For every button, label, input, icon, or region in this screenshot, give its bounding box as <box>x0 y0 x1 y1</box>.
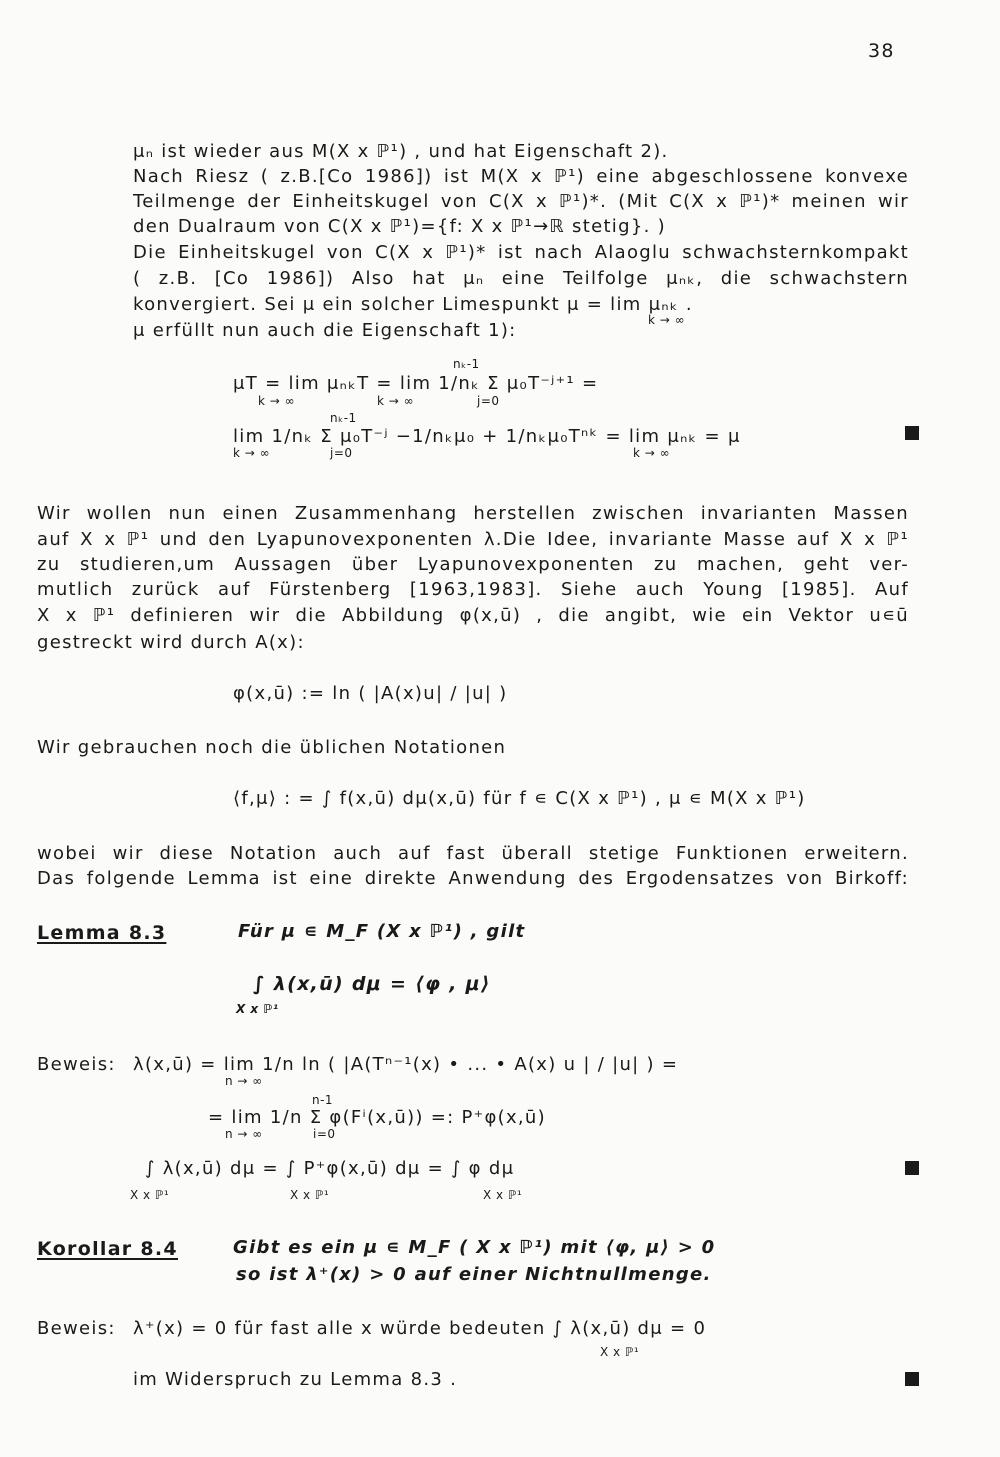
sum-lower-limit: j=0 <box>477 394 500 408</box>
text-line: Nach Riesz ( z.B.[Co 1986]) ist M(X x ℙ¹) eine abgeschlossene konvexe <box>133 166 909 187</box>
lim-subscript: k → ∞ <box>233 446 271 460</box>
text-line: Wir gebrauchen noch die üblichen Notationen <box>37 737 507 758</box>
text-line: mutlich zurück auf Fürstenberg [1963,1983]. Siehe auch Young [1985]. Auf <box>37 579 909 600</box>
proof-equation-line: = lim 1/n Σ φ(Fⁱ(x,ū)) =: P⁺φ(x,ū) <box>208 1107 546 1128</box>
korollar-statement: Gibt es ein μ ∊ M_F ( X x ℙ¹) mit ⟨φ, μ⟩ > 0 <box>233 1237 716 1258</box>
qed-square <box>905 1372 919 1386</box>
text-line: zu studieren,um Aussagen über Lyapunovexponenten zu machen, geht ver- <box>37 554 909 575</box>
text-line: Das folgende Lemma ist eine direkte Anwendung des Ergodensatzes von Birkoff: <box>37 868 909 889</box>
text-line: μ erfüllt nun auch die Eigenschaft 1): <box>133 320 517 341</box>
proof-equation-line: ∫ λ(x,ū) dμ = ∫ P⁺φ(x,ū) dμ = ∫ φ dμ <box>145 1158 515 1179</box>
text-line: Teilmenge der Einheitskugel von C(X x ℙ¹)*. (Mit C(X x ℙ¹)* meinen wir <box>133 191 909 212</box>
integral-domain: X x ℙ¹ <box>236 1002 279 1016</box>
korollar-label: Korollar 8.4 <box>37 1238 178 1260</box>
lemma-label: Lemma 8.3 <box>37 922 167 944</box>
equation-line: μT = lim μₙₖT = lim 1/nₖ Σ μ₀T⁻ʲ⁺¹ = <box>233 373 599 394</box>
lim-subscript: k → ∞ <box>258 394 296 408</box>
sum-upper-limit: nₖ-1 <box>330 411 357 425</box>
text-line: Wir wollen nun einen Zusammenhang herstellen zwischen invarianten Massen <box>37 503 909 524</box>
proof-text-line: im Widerspruch zu Lemma 8.3 . <box>133 1369 458 1390</box>
sum-upper-limit: n-1 <box>312 1093 334 1107</box>
text-line: μₙ ist wieder aus M(X x ℙ¹) , und hat Eigenschaft 2). <box>133 141 669 162</box>
qed-square <box>905 1161 919 1175</box>
integral-domain: X x ℙ¹ <box>290 1188 330 1202</box>
sum-lower-limit: i=0 <box>313 1127 336 1141</box>
lim-subscript: n → ∞ <box>225 1127 263 1141</box>
integral-domain: X x ℙ¹ <box>600 1345 640 1359</box>
text-line: Die Einheitskugel von C(X x ℙ¹)* ist nach Alaoglu schwachsternkompakt <box>133 242 909 263</box>
lim-subscript: n → ∞ <box>225 1074 263 1088</box>
proof-text-line: λ⁺(x) = 0 für fast alle x würde bedeuten ∫ λ(x,ū) dμ = 0 <box>133 1318 707 1339</box>
proof-equation-line: λ(x,ū) = lim 1/n ln ( |A(Tⁿ⁻¹(x) • ... • A(x) u | / |u| ) = <box>133 1054 679 1075</box>
equation-pairing-notation: ⟨f,μ⟩ : = ∫ f(x,ū) dμ(x,ū) für f ∊ C(X x ℙ¹) , μ ∊ M(X x ℙ¹) <box>233 788 806 809</box>
text-line: gestreckt wird durch A(x): <box>37 632 305 653</box>
text-line: wobei wir diese Notation auch auf fast überall stetige Funktionen erweitern. <box>37 843 909 864</box>
integral-domain: X x ℙ¹ <box>483 1188 523 1202</box>
text-line: X x ℙ¹ definieren wir die Abbildung φ(x,ū) , die angibt, wie ein Vektor u∊ū <box>37 605 909 626</box>
equation-phi-definition: φ(x,ū) := ln ( |A(x)u| / |u| ) <box>233 683 508 704</box>
lim-subscript: k → ∞ <box>633 446 671 460</box>
integral-domain: X x ℙ¹ <box>130 1188 170 1202</box>
proof-label: Beweis: <box>37 1054 116 1075</box>
proof-label: Beweis: <box>37 1318 116 1339</box>
page-number: 38 <box>868 40 895 62</box>
equation-line: lim 1/nₖ Σ μ₀T⁻ʲ −1/nₖμ₀ + 1/nₖμ₀Tⁿᵏ = lim μₙₖ = μ <box>233 426 741 447</box>
qed-square <box>905 426 919 440</box>
text-line: konvergiert. Sei μ ein solcher Limespunkt μ = lim μₙₖ . <box>133 294 693 315</box>
lemma-formula: ∫ λ(x,ū) dμ = ⟨φ , μ⟩ <box>253 973 491 995</box>
korollar-statement: so ist λ⁺(x) > 0 auf einer Nichtnullmenge. <box>236 1264 712 1285</box>
sum-lower-limit: j=0 <box>330 446 353 460</box>
sum-upper-limit: nₖ-1 <box>453 357 480 371</box>
text-line: auf X x ℙ¹ und den Lyapunovexponenten λ.Die Idee, invariante Masse auf X x ℙ¹ <box>37 529 909 550</box>
text-line: den Dualraum von C(X x ℙ¹)={f: X x ℙ¹→ℝ stetig}. ) <box>133 216 666 237</box>
lemma-statement: Für μ ∊ M_F (X x ℙ¹) , gilt <box>238 921 526 942</box>
lim-subscript: k → ∞ <box>377 394 415 408</box>
lim-subscript: k → ∞ <box>648 313 686 327</box>
text-line: ( z.B. [Co 1986]) Also hat μₙ eine Teilfolge μₙₖ, die schwachstern <box>133 268 909 289</box>
